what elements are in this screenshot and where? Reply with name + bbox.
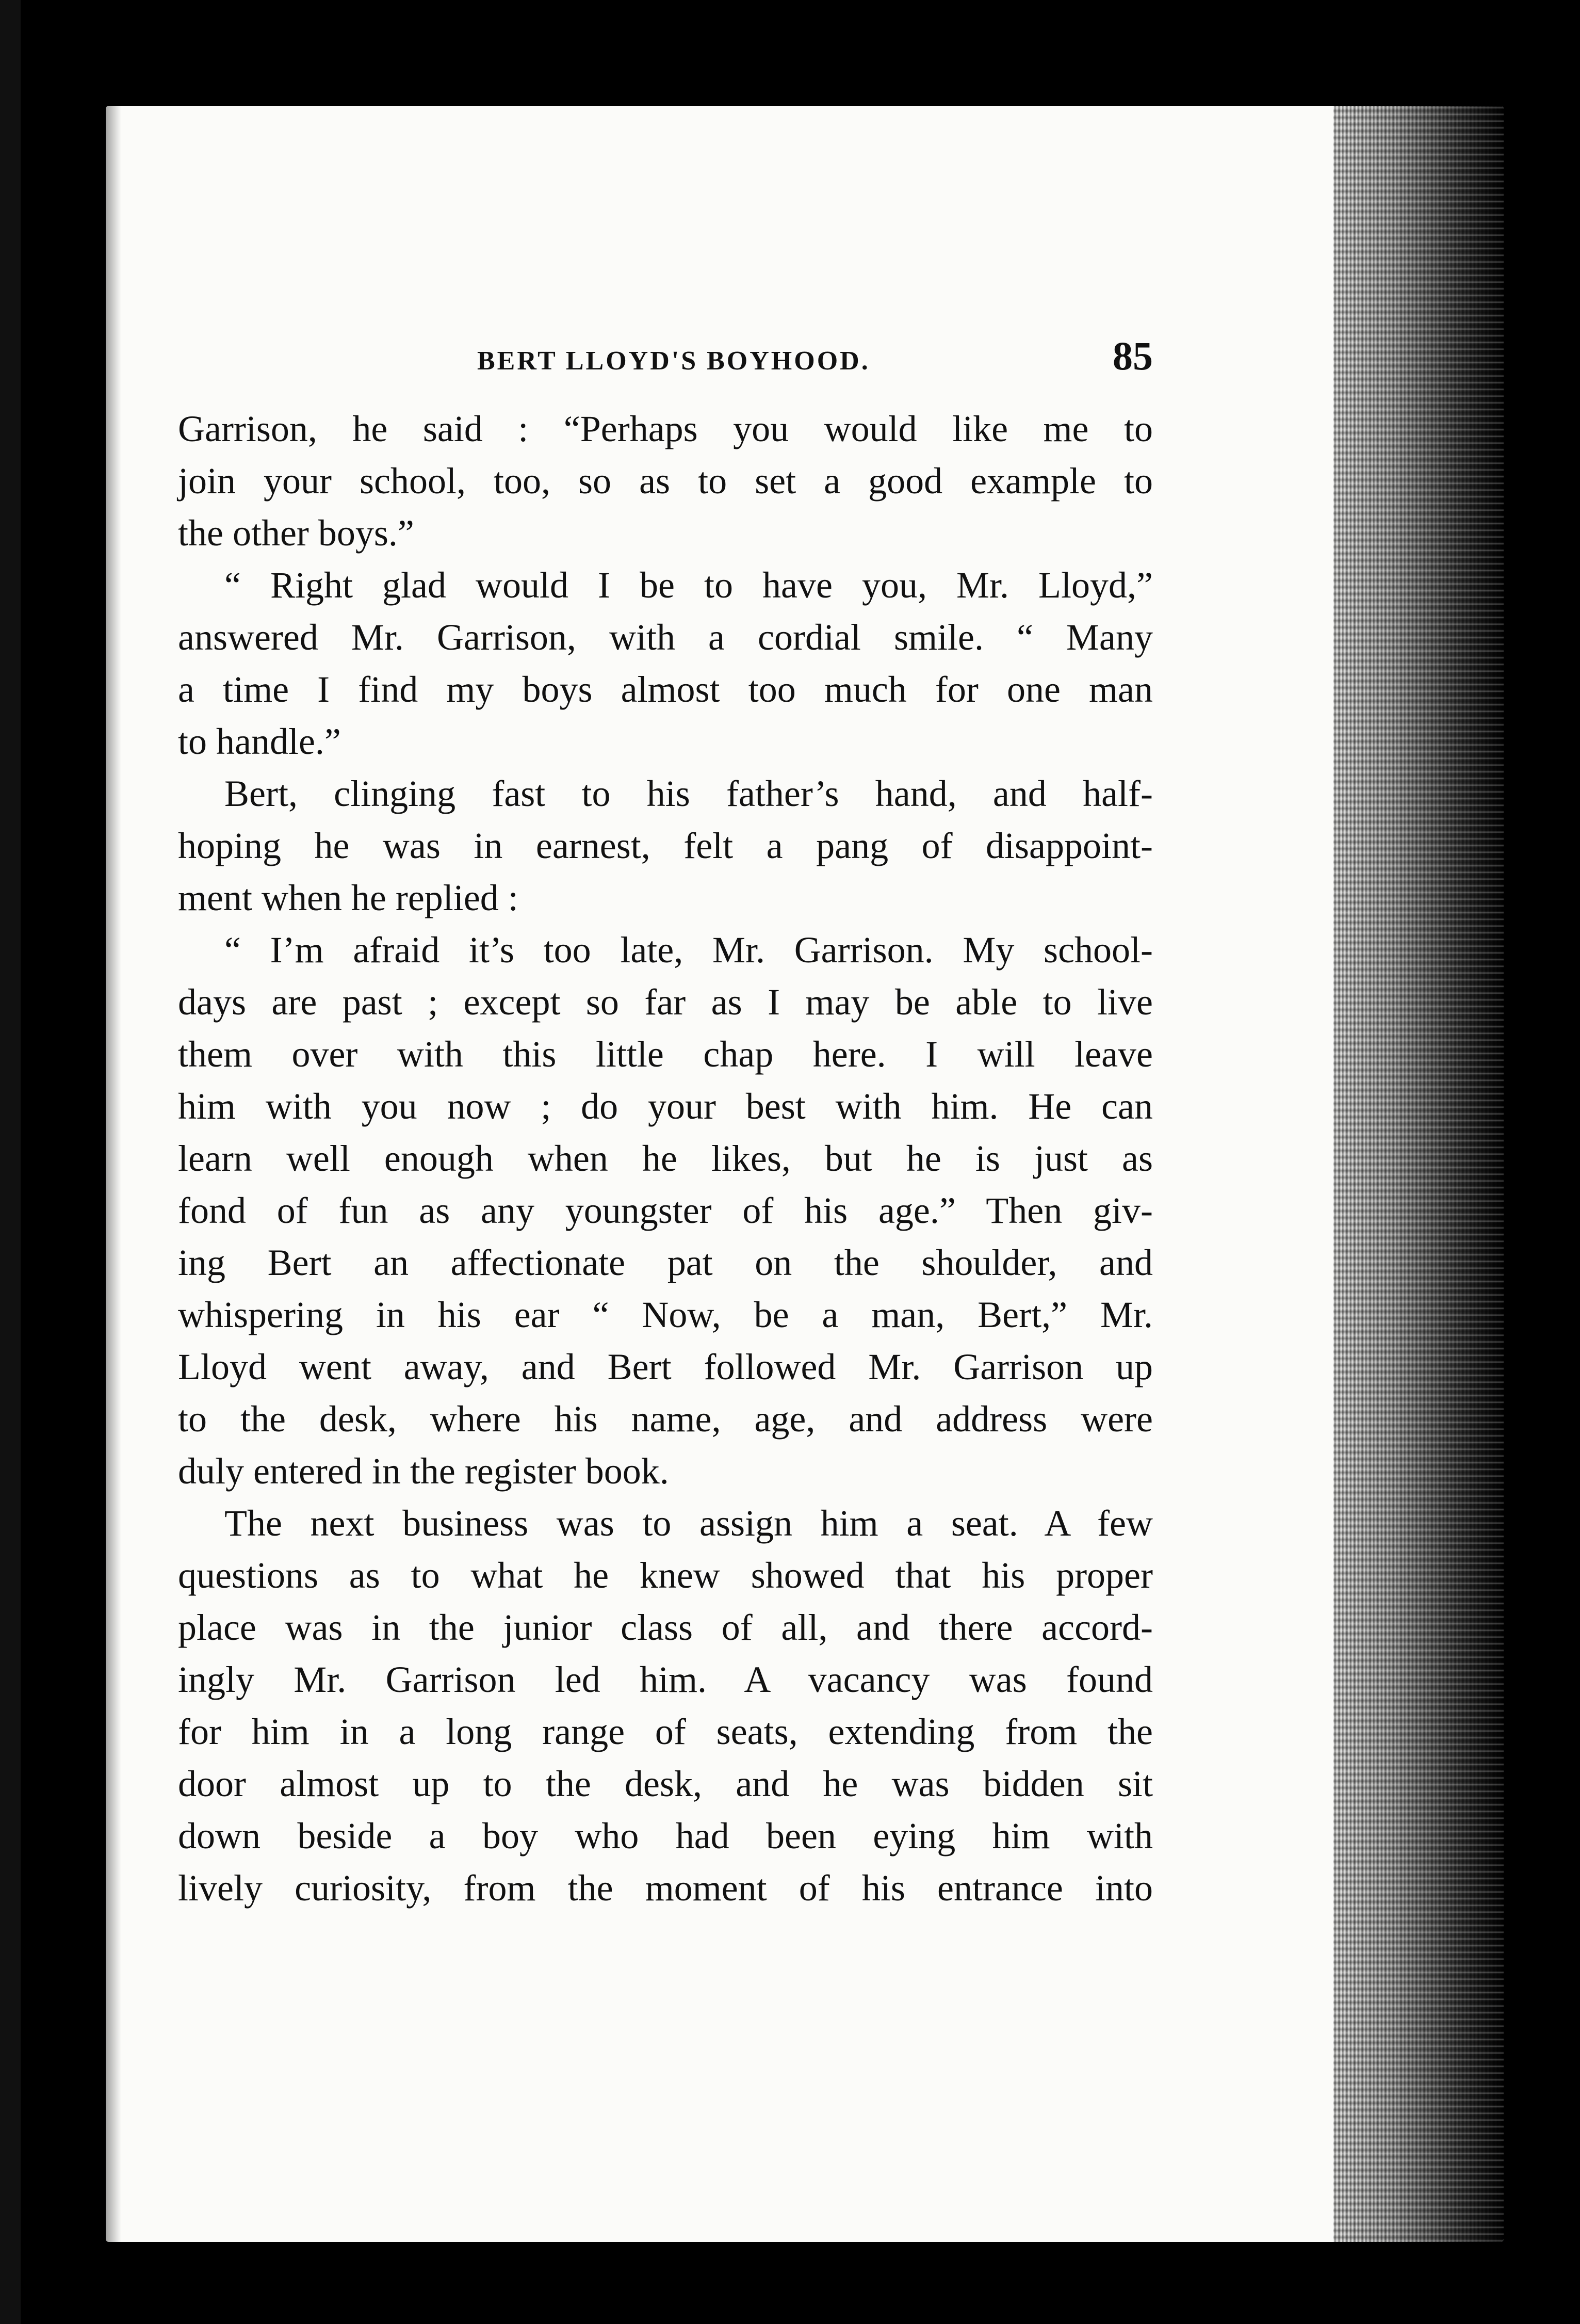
text-line: “ Right glad would I be to have you, Mr. Lloyd,”: [224, 564, 1153, 606]
text-line: them over with this little chap here. I will leave: [178, 1034, 1153, 1075]
text-line: whispering in his ear “ Now, be a man, Bert,” Mr.: [178, 1294, 1153, 1335]
body-text: [178, 403, 1153, 1914]
text-line: “ I’m afraid it’s too late, Mr. Garrison. My school-: [224, 929, 1153, 971]
text-line: learn well enough when he likes, but he is just as: [178, 1138, 1153, 1179]
page-gutter-shadow: [106, 106, 121, 2242]
text-line: fond of fun as any youngster of his age.” Then giv-: [178, 1190, 1153, 1231]
text-line: days are past ; except so far as I may be able to live: [178, 981, 1153, 1023]
text-line: to the desk, where his name, age, and address were: [178, 1398, 1153, 1440]
page-edge-texture: [1333, 106, 1504, 2242]
text-line: ingly Mr. Garrison led him. A vacancy was found: [178, 1659, 1153, 1700]
text-line: a time I find my boys almost too much for one man: [178, 669, 1153, 710]
text-line: questions as to what he knew showed that his proper: [178, 1555, 1153, 1596]
text-line: ing Bert an affectionate pat on the shoulder, and: [178, 1242, 1153, 1283]
text-line: hoping he was in earnest, felt a pang of disappoint-: [178, 825, 1153, 866]
text-line: duly entered in the register book.: [178, 1450, 669, 1492]
text-line: lively curiosity, from the moment of his entrance into: [178, 1867, 1153, 1909]
running-head: [178, 333, 1153, 395]
text-line: Garrison, he said : “Perhaps you would like me to: [178, 408, 1153, 449]
book-page: [106, 106, 1504, 2242]
text-line: The next business was to assign him a seat. A few: [224, 1503, 1153, 1544]
page-number: 85: [1113, 333, 1153, 378]
running-head-title: BERT LLOYD'S BOYHOOD.: [477, 346, 870, 376]
text-line: Bert, clinging fast to his father’s hand, and half-: [224, 773, 1153, 814]
text-line: the other boys.”: [178, 512, 414, 554]
text-line: Lloyd went away, and Bert followed Mr. Garrison up: [178, 1346, 1153, 1387]
text-line: for him in a long range of seats, extending from the: [178, 1711, 1153, 1752]
text-block: [178, 333, 1153, 1914]
scan-left-border: [0, 0, 21, 2324]
text-line: him with you now ; do your best with him. He can: [178, 1086, 1153, 1127]
text-line: to handle.”: [178, 721, 341, 762]
text-line: down beside a boy who had been eying him with: [178, 1815, 1153, 1857]
text-line: answered Mr. Garrison, with a cordial smile. “ Many: [178, 617, 1153, 658]
text-line: place was in the junior class of all, and there accord-: [178, 1607, 1153, 1648]
text-line: join your school, too, so as to set a good example to: [178, 460, 1153, 502]
text-line: door almost up to the desk, and he was bidden sit: [178, 1763, 1153, 1804]
text-line: ment when he replied :: [178, 877, 518, 918]
